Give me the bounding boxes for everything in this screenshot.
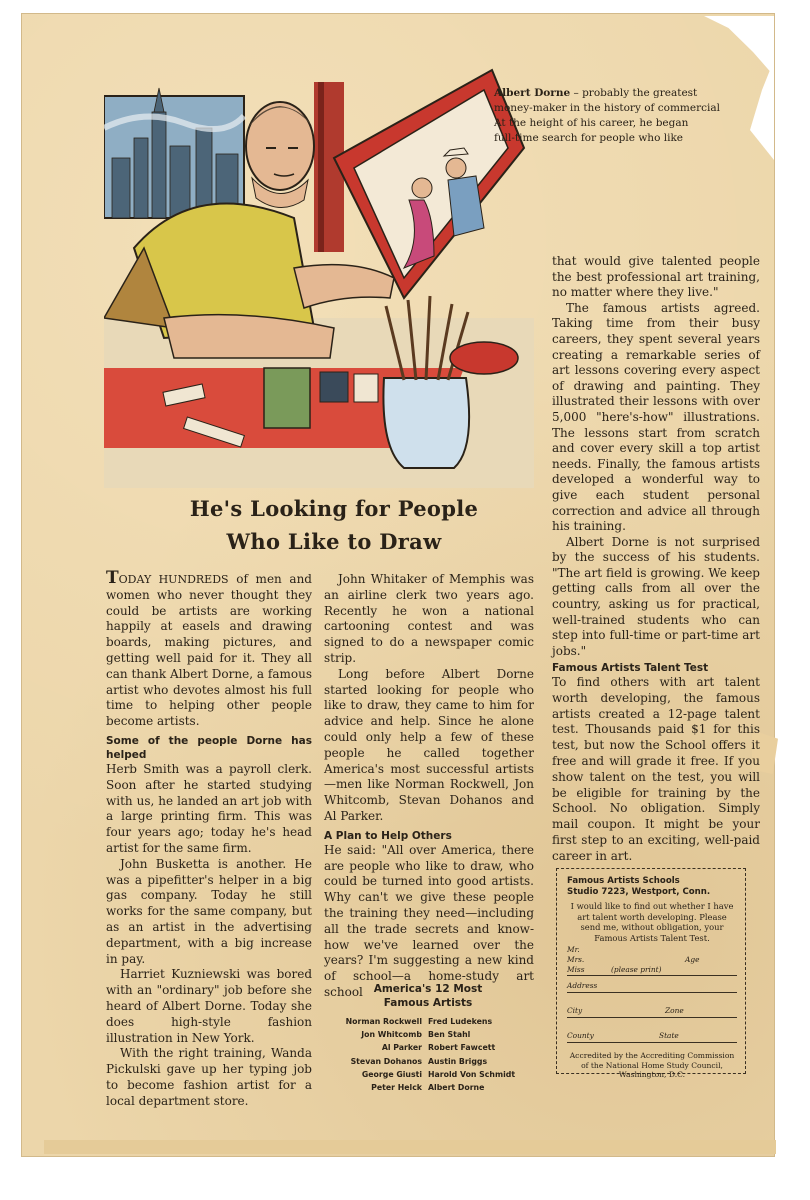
story-paragraph: With the right training, Wanda Pickulski gave up her typing job to become fashion artist for a local department store. <box>106 1046 312 1108</box>
story-paragraph: John Busketta is another. He was a pipefitter's helper in a big gas company. Today he still works for the same company, but as an artist in the advertising department, with a big increase in pay. <box>106 856 312 966</box>
artist-name: Harold Von Schmidt <box>428 1069 516 1079</box>
coupon-county-label: County <box>567 1030 594 1040</box>
headline-line-1: He's Looking for People <box>189 496 479 521</box>
coupon-request-text: I would like to find out whether I have art talent worth developing. Please send me, without obligation, your Famous Artists Talent Test. <box>570 901 734 943</box>
intro-text: of men and women who never thought they could be artists are working happily at easels and drawing boards, making pictures, and getting well paid for it. They all can thank Albert Dorne, a famous artist who devotes almost his full time to helping other people become artists. <box>106 572 312 729</box>
artist-name: Robert Fawcett <box>428 1043 496 1053</box>
famous-artists-list <box>322 982 534 1094</box>
table-row <box>322 1081 534 1094</box>
artist-name: Austin Briggs <box>428 1056 488 1066</box>
headline-line-2: Who Like to Draw <box>226 529 442 554</box>
coupon-studio-address: Studio 7223, Westport, Conn. <box>567 887 711 897</box>
subhead-talent-test: Famous Artists Talent Test <box>552 662 709 674</box>
column-3-top <box>552 254 760 659</box>
subhead-plan: A Plan to Help Others <box>324 829 452 842</box>
mail-coupon <box>556 868 746 1080</box>
col3-paragraph: The famous artists agreed. Taking time from their busy careers, they spent several years creating a remarkable series of art lessons covering every aspect of drawing and painting. They illustrated their lessons with over 5,000 "here's-how" illustrations. The lessons start from scratch and cover every skill a top artist needs. Finally, the famous artists developed a wonderful way to give each student personal correction and advice all through his training. <box>552 300 760 534</box>
caption-line-2: money-maker in the history of commercial <box>494 102 720 114</box>
artist-name: Jon Whitcomb <box>361 1030 422 1040</box>
coupon-county-field[interactable] <box>567 1020 737 1043</box>
artist-name: Peter Helck <box>371 1083 422 1093</box>
story-paragraph: Harriet Kuzniewski was bored with an "ordinary" job before she heard of Albert Dorne. Today she does high-style fashion illustration in New York. <box>106 967 312 1045</box>
artist-name: Al Parker <box>381 1043 422 1053</box>
coupon-address-label: Address <box>567 980 598 990</box>
talent-test-section <box>552 657 760 865</box>
column-2 <box>324 572 534 1001</box>
table-row <box>322 1028 534 1041</box>
plan-paragraph: He said: "All over America, there are people who like to draw, who could be turned into good artists. Why can't we give these people the training they need—including all the trade secrets and know-how we've learned over the years? I'm suggesting a new kind of school—a home-study art school <box>324 842 534 999</box>
caption-name: Albert Dorne <box>494 87 571 99</box>
caption-line-3: At the height of his career, he began <box>494 117 689 129</box>
artists-table <box>322 1015 534 1094</box>
albert-dorne-illustration <box>104 68 534 488</box>
subhead-helped: Some of the people Dorne has helped <box>106 734 312 761</box>
artist-name: Ben Stahl <box>428 1030 471 1040</box>
coupon-miss-label: Miss <box>567 964 585 974</box>
artist-name: Norman Rockwell <box>345 1017 422 1026</box>
intro-paragraph <box>106 568 312 730</box>
coupon-name-field[interactable] <box>567 945 737 976</box>
column-1 <box>106 568 312 1110</box>
intro-smallcaps: ODAY HUNDREDS <box>118 573 229 586</box>
artists-title-line-2: Famous Artists <box>383 997 473 1009</box>
artist-name: Stevan Dohanos <box>350 1056 422 1066</box>
col3-paragraph: Albert Dorne is not surprised by the success of his students. "The art field is growing. We keep getting calls from all over the country, asking us for practical, well-trained students who can step into full-time or part-time art jobs." <box>552 534 760 658</box>
col3-paragraph: that would give talented people the best professional art training, no matter where they live." <box>552 254 760 300</box>
coupon-age-label: Age <box>685 954 700 964</box>
coupon-zone-label: Zone <box>665 1005 684 1015</box>
coupon-address-field[interactable] <box>567 978 737 993</box>
coupon-city-label: City <box>567 1005 583 1015</box>
table-row <box>322 1055 534 1068</box>
coupon-mrs-label: Mrs. <box>567 954 585 964</box>
caption-line-4: full-time search for people who like <box>494 132 684 144</box>
artist-drawing-image <box>104 68 534 488</box>
coupon-state-label: State <box>659 1030 679 1040</box>
story-paragraph: Herb Smith was a payroll clerk. Soon after he started studying with us, he landed an art job with a large printing firm. This was four years ago; today he's head artist for the same firm. <box>106 761 312 855</box>
table-row <box>322 1041 534 1054</box>
table-row <box>322 1068 534 1081</box>
headline <box>124 492 544 558</box>
coupon-school-name: Famous Artists Schools <box>567 876 680 886</box>
artist-name: Albert Dorne <box>428 1083 485 1093</box>
artist-name: George Giusti <box>361 1069 422 1079</box>
coupon-accreditation: Accredited by the Accrediting Commission of the National Home Study Council, Washington, D.C. <box>569 1051 735 1080</box>
artists-title-line-1: America's 12 Most <box>373 983 483 995</box>
coupon-print-label: (please print) <box>611 964 662 974</box>
table-row <box>322 1015 534 1028</box>
drop-cap: T <box>106 568 119 588</box>
talent-test-paragraph: To find others with art talent worth developing, the famous artists created a 12-page talent test. Thousands paid $1 for this test, but now the School offers it free and will grade it free. If you show talent on the test, you will be eligible for training by the School. No obligation. Simply mail coupon. It might be your first step to an exciting, well-paid career in art. <box>552 675 760 863</box>
story-paragraph: John Whitaker of Memphis was an airline clerk two years ago. Recently he won a national cartooning contest and was signed to do a newspaper comic strip. <box>324 572 534 665</box>
illustration-caption <box>494 86 724 146</box>
story-paragraph: Long before Albert Dorne started looking for people who like to draw, they came to him for advice and help. Since he alone could only help a few of these people he called together America's most successful artists —men like Norman Rockwell, Jon Whitcomb, Stevan Dohanos and Al Parker. <box>324 666 534 823</box>
page-edge <box>44 1140 776 1154</box>
coupon-city-field[interactable] <box>567 995 737 1018</box>
artist-name: Fred Ludekens <box>428 1017 493 1026</box>
caption-line-1: – probably the greatest <box>570 87 698 99</box>
coupon-mr-label: Mr. <box>567 944 580 954</box>
